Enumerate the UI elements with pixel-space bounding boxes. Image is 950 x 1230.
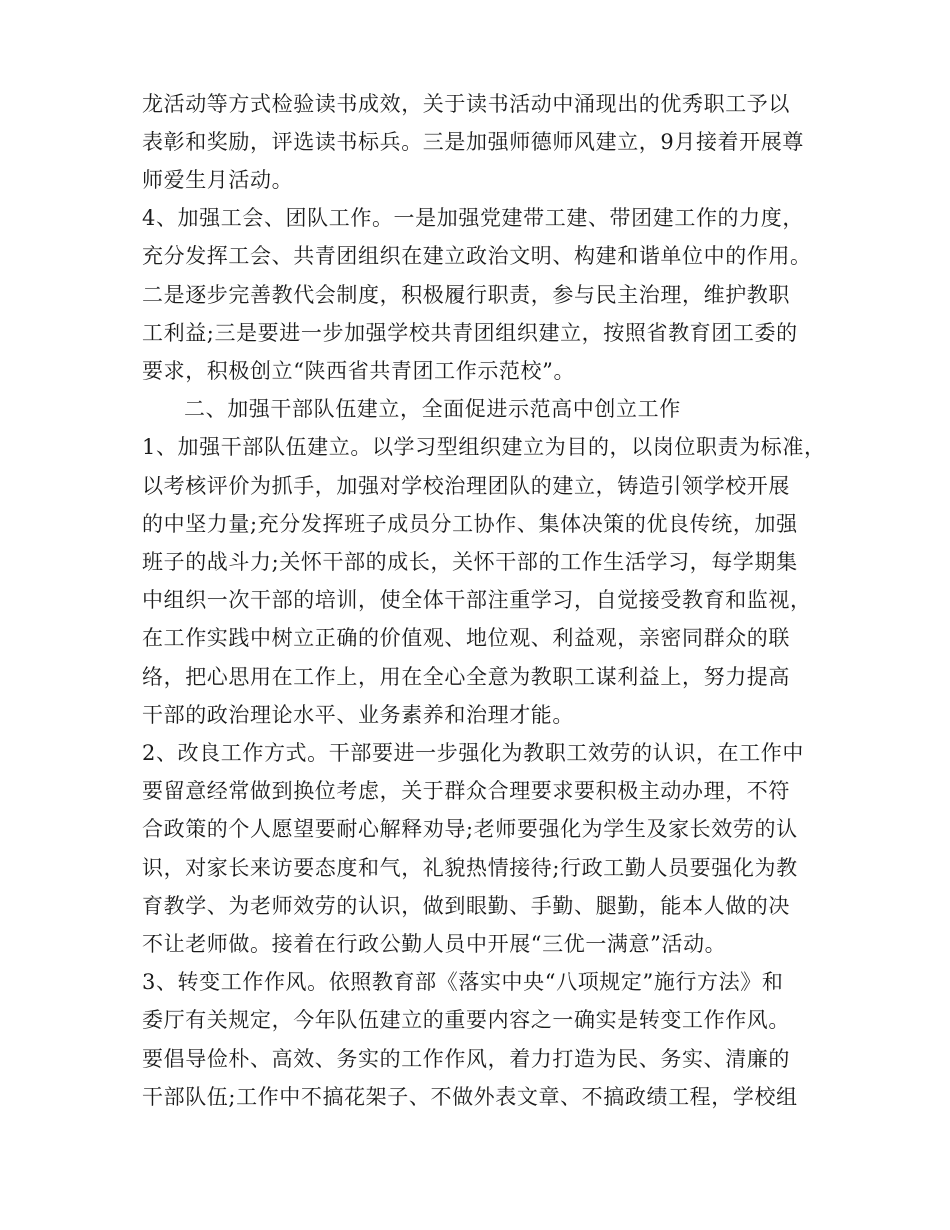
text-line: 3、转变工作作风。依照教育部《落实中央“八项规定”施行方法》和 (142, 970, 784, 994)
text-line: 以考核评价为抓手，加强对学校治理团队的建立，铸造引领学校开展 (142, 474, 790, 498)
text-line: 络，把心思用在工作上，用在全心全意为教职工谋利益上，努力提高 (142, 665, 790, 689)
text-line: 干部队伍;工作中不搞花架子、不做外表文章、不搞政绩工程，学校组 (142, 1085, 798, 1109)
text-line: 合政策的个人愿望要耐心解释劝导;老师要强化为学生及家长效劳的认 (142, 817, 798, 841)
text-line: 识，对家长来访要态度和气，礼貌热情接待;行政工勤人员要强化为教 (142, 856, 798, 880)
text-line: 在工作实践中树立正确的价值观、地位观、利益观，亲密同群众的联 (142, 626, 790, 650)
text-line: 充分发挥工会、共青团组织在建立政治文明、构建和谐单位中的作用。 (142, 244, 812, 268)
text-line: 的中坚力量;充分发挥班子成员分工协作、集体决策的优良传统，加强 (142, 512, 798, 536)
text-line: 表彰和奖励，评选读书标兵。三是加强师德师风建立，9月接着开展尊 (142, 130, 804, 154)
text-line: 师爱生月活动。 (142, 168, 294, 192)
text-line: 2、改良工作方式。干部要进一步强化为教职工效劳的认识，在工作中 (142, 741, 804, 765)
text-line: 班子的战斗力;关怀干部的成长，关怀干部的工作生活学习，每学期集 (142, 550, 798, 574)
text-line: 1、加强干部队伍建立。以学习型组织建立为目的，以岗位职责为标准， (142, 435, 826, 459)
text-line: 干部的政治理论水平、业务素养和治理才能。 (142, 703, 574, 727)
section-heading: 二、加强干部队伍建立，全面促进示范高中创立工作 (184, 397, 681, 421)
text-line: 龙活动等方式检验读书成效，关于读书活动中涌现出的优秀职工予以 (142, 92, 790, 116)
text-line: 不让老师做。接着在行政公勤人员中开展“三优一满意”活动。 (142, 932, 727, 956)
text-line: 二是逐步完善教代会制度，积极履行职责，参与民主治理，维护教职 (142, 283, 790, 307)
text-line: 工利益;三是要进一步加强学校共青团组织建立，按照省教育团工委的 (142, 321, 798, 345)
text-line: 要留意经常做到换位考虑，关于群众合理要求要积极主动办理，不符 (142, 779, 790, 803)
text-line: 要倡导俭朴、高效、务实的工作作风，着力打造为民、务实、清廉的 (142, 1047, 790, 1071)
text-line: 中组织一次干部的培训，使全体干部注重学习，自觉接受教育和监视， (142, 588, 812, 612)
text-line: 要求，积极创立“陕西省共青团工作示范校”。 (142, 359, 576, 383)
text-line: 4、加强工会、团队工作。一是加强党建带工建、带团建工作的力度， (142, 206, 804, 230)
text-line: 委厅有关规定，今年队伍建立的重要内容之一确实是转变工作作风。 (142, 1008, 790, 1032)
text-line: 育教学、为老师效劳的认识，做到眼勤、手勤、腿勤，能本人做的决 (142, 894, 790, 918)
